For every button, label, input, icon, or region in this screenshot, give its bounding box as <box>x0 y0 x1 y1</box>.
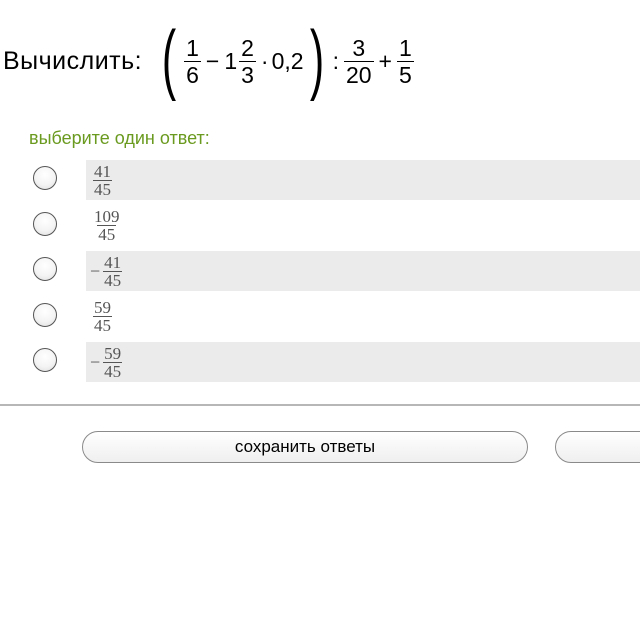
multiply-dot: · <box>260 47 269 74</box>
denominator: 45 <box>98 225 116 244</box>
close-paren: ) <box>309 14 324 102</box>
numerator: 2 <box>241 34 254 61</box>
divider <box>0 404 640 406</box>
answer-option-4[interactable] <box>0 297 640 343</box>
radio-button[interactable] <box>33 257 57 281</box>
denominator: 45 <box>104 270 122 290</box>
denominator: 3 <box>241 61 254 88</box>
denominator: 5 <box>398 61 412 88</box>
answer-value[interactable] <box>90 160 114 200</box>
answer-fraction <box>93 208 121 243</box>
radio-button[interactable] <box>33 303 57 327</box>
answer-sign: − <box>90 260 101 281</box>
answer-value[interactable] <box>90 342 124 382</box>
row-background <box>86 297 640 337</box>
answer-fraction <box>93 163 112 198</box>
numerator: 3 <box>352 34 366 61</box>
fraction-one-sixth <box>184 35 201 88</box>
numerator: 41 <box>104 252 122 272</box>
open-paren: ( <box>161 14 177 102</box>
numerator: 41 <box>94 161 111 181</box>
numerator: 1 <box>398 34 412 61</box>
row-background <box>86 206 640 246</box>
fraction-three-twentieths <box>344 35 374 88</box>
denominator: 45 <box>94 179 111 199</box>
fraction-two-thirds <box>239 35 256 88</box>
answer-value[interactable] <box>90 206 123 246</box>
row-background <box>86 251 640 291</box>
answer-fraction <box>103 254 122 289</box>
radio-button[interactable] <box>33 166 57 190</box>
save-answers-button[interactable]: сохранить ответы <box>82 431 528 463</box>
denominator: 45 <box>94 316 111 335</box>
numerator: 1 <box>186 34 199 61</box>
divide-colon: : <box>332 47 339 74</box>
answer-prompt: выберите один ответ: <box>29 128 210 148</box>
question <box>0 14 416 104</box>
decimal-value: 0,2 <box>271 47 304 74</box>
denominator: 45 <box>104 361 122 381</box>
answer-list <box>0 160 640 388</box>
answer-option-3[interactable] <box>0 251 640 297</box>
numerator: 109 <box>94 207 120 226</box>
fraction-one-fifth <box>397 35 414 88</box>
answer-fraction <box>103 345 122 380</box>
minus-sign: − <box>205 47 220 74</box>
question-expression <box>156 14 416 102</box>
denominator: 20 <box>345 61 372 88</box>
question-label: Вычислить: <box>3 46 143 75</box>
denominator: 6 <box>186 61 199 88</box>
numerator: 59 <box>94 298 111 317</box>
secondary-button[interactable] <box>555 431 640 463</box>
radio-button[interactable] <box>33 348 57 372</box>
answer-value[interactable] <box>90 251 124 291</box>
answer-option-2[interactable] <box>0 206 640 252</box>
radio-button[interactable] <box>33 212 57 236</box>
mixed-integer: 1 <box>224 47 238 74</box>
answer-sign: − <box>90 351 101 372</box>
numerator: 59 <box>104 343 122 363</box>
plus-sign: + <box>378 47 392 74</box>
answer-option-5[interactable] <box>0 342 640 388</box>
answer-value[interactable] <box>90 297 114 337</box>
row-background <box>86 160 640 200</box>
row-background <box>86 342 640 382</box>
answer-fraction <box>93 299 112 334</box>
answer-option-1[interactable] <box>0 160 640 206</box>
